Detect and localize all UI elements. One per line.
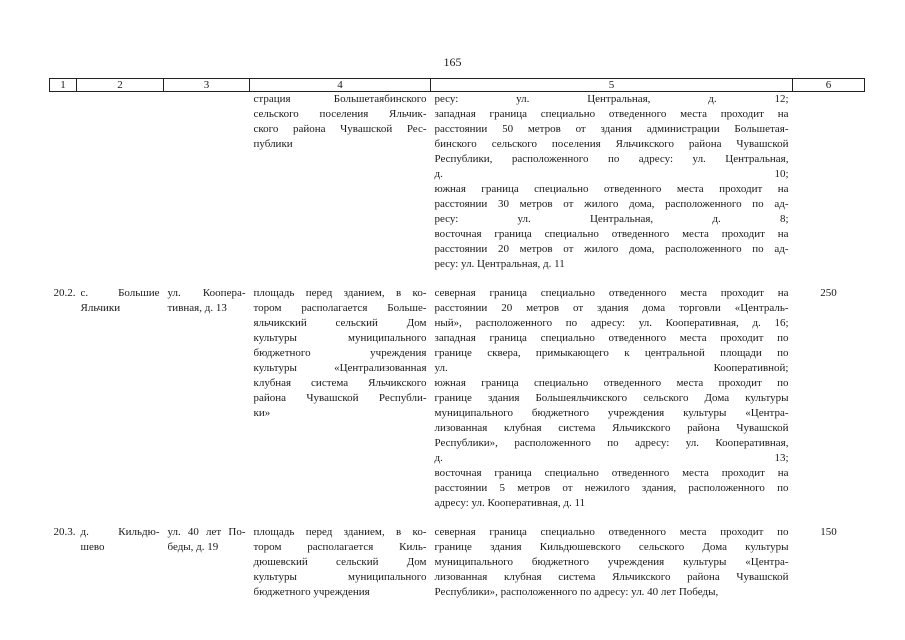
column-header-1: 1 <box>50 79 77 92</box>
boundaries-cell-line: д. 13; <box>434 452 789 464</box>
boundaries-cell-line: северная граница специально отведенного места проходит на <box>434 287 789 299</box>
boundaries-cell-line: южная граница специально отведенного места проходит по <box>434 377 789 389</box>
settlement-cell-line: д. Кильдю- <box>80 526 160 538</box>
capacity-cell: 150 <box>820 526 837 538</box>
boundaries-cell-line: ресу: ул. Центральная, д. 11 <box>434 258 565 270</box>
boundaries-cell-line: лизованная клубная система Яльчикского района Чувашской <box>434 422 789 434</box>
boundaries-cell-line: восточная граница специально отведенного места проходит на <box>434 467 789 479</box>
boundaries-cell-line: границе здания Большеяльчикского сельского Дома культуры <box>434 392 789 404</box>
object-cell-line: публики <box>253 138 293 150</box>
table-body <box>50 92 865 601</box>
object-cell-line: ского района Чувашской Рес- <box>253 123 427 135</box>
object-cell-line: культуры муниципального <box>253 571 427 583</box>
boundaries-cell-line: лизованная клубная система Яльчикского района Чувашской <box>434 571 789 583</box>
boundaries-cell-line: ул. Кооперативной; <box>434 362 789 374</box>
boundaries-cell-line: расстоянии 5 метров от нежилого здания, расположенного по <box>434 482 789 494</box>
boundaries-cell-line: Республики», расположенного по адресу: ул. Кооперативная, <box>434 437 789 449</box>
column-header-2: 2 <box>77 79 164 92</box>
row-spacer-cell <box>50 511 865 525</box>
table-row <box>50 286 865 511</box>
object-cell-line: страция Большетаябинского <box>253 93 427 105</box>
object-cell-line: площадь перед зданием, в ко- <box>253 526 427 538</box>
row-spacer-cell <box>50 272 865 286</box>
page-number: 165 <box>443 55 462 69</box>
boundaries-cell-line: муниципального бюджетного учреждения культуры «Центра- <box>434 407 789 419</box>
boundaries-cell-line: западная граница специально отведенного места проходит на <box>434 108 789 120</box>
boundaries-cell <box>431 525 793 600</box>
object-cell-line: ки» <box>253 407 271 419</box>
object-cell-line: культуры «Централизованная <box>253 362 427 374</box>
object-cell <box>250 92 431 273</box>
object-cell <box>250 286 431 511</box>
boundaries-cell-line: расстоянии 50 метров от здания администрации Большетая- <box>434 123 789 135</box>
object-cell-line: района Чувашской Республи- <box>253 392 427 404</box>
boundaries-cell-line: северная граница специально отведенного места проходит по <box>434 526 789 538</box>
places-table-container <box>49 78 864 600</box>
address-cell-line: беды, д. 19 <box>167 541 219 553</box>
table-row <box>50 525 865 600</box>
row-spacer <box>50 511 865 525</box>
boundaries-cell-line: Республики, расположенного по адресу: ул. Центральная, <box>434 153 789 165</box>
settlement-cell-line: с. Большие <box>80 287 160 299</box>
boundaries-cell-line: расстоянии 20 метров от здания дома торговли «Централь- <box>434 302 789 314</box>
address-cell <box>164 286 250 511</box>
settlement-cell <box>77 92 164 273</box>
table-row <box>50 92 865 273</box>
object-cell-line: культуры муниципального <box>253 332 427 344</box>
column-header-3: 3 <box>164 79 250 92</box>
capacity-cell <box>793 92 865 273</box>
boundaries-cell-line: границе здания Кильдюшевского сельского Дома культуры <box>434 541 789 553</box>
row-spacer <box>50 272 865 286</box>
boundaries-cell-line: Республики», расположенного по адресу: ул. 40 лет Победы, <box>434 586 719 598</box>
row-number: 20.2. <box>53 287 76 299</box>
column-header-4: 4 <box>250 79 431 92</box>
settlement-cell <box>77 525 164 600</box>
object-cell-line: бюджетного учреждения <box>253 347 427 359</box>
object-cell-line: дюшевский сельский Дом <box>253 556 427 568</box>
boundaries-cell-line: ресу: ул. Центральная, д. 8; <box>434 213 789 225</box>
boundaries-cell <box>431 286 793 511</box>
row-number <box>50 92 77 273</box>
object-cell-line: сельского поселения Яльчик- <box>253 108 427 120</box>
boundaries-cell-line: восточная граница специально отведенного места проходит на <box>434 228 789 240</box>
object-cell-line: бюджетного учреждения <box>253 586 370 598</box>
settlement-cell <box>77 286 164 511</box>
address-cell-line: ул. 40 лет По- <box>167 526 246 538</box>
places-table <box>49 78 865 600</box>
settlement-cell-line: шево <box>80 541 105 553</box>
boundaries-cell-line: расстоянии 30 метров от жилого дома, расположенного по ад- <box>434 198 789 210</box>
address-cell-line: тивная, д. 13 <box>167 302 227 314</box>
boundaries-cell-line: ресу: ул. Центральная, д. 12; <box>434 93 789 105</box>
object-cell-line: тором располагается Киль- <box>253 541 427 553</box>
boundaries-cell <box>431 92 793 273</box>
capacity-cell: 250 <box>820 287 837 299</box>
boundaries-cell-line: границе сквера, примыкающего к центральной площади по <box>434 347 789 359</box>
address-cell-line: ул. Коопера- <box>167 287 246 299</box>
boundaries-cell-line: ный», расположенного по адресу: ул. Кооперативная, д. 16; <box>434 317 789 329</box>
boundaries-cell-line: муниципального бюджетного учреждения культуры «Центра- <box>434 556 789 568</box>
object-cell-line: яльчикский сельский Дом <box>253 317 427 329</box>
boundaries-cell-line: южная граница специально отведенного места проходит на <box>434 183 789 195</box>
boundaries-cell-line: бинского сельского поселения Яльчикского района Чувашской <box>434 138 789 150</box>
boundaries-cell-line: западная граница специально отведенного места проходит по <box>434 332 789 344</box>
object-cell-line: клубная система Яльчикского <box>253 377 427 389</box>
object-cell-line: тором располагается Больше- <box>253 302 427 314</box>
table-header-row <box>50 79 865 92</box>
boundaries-cell-line: д. 10; <box>434 168 789 180</box>
column-header-6: 6 <box>793 79 865 92</box>
settlement-cell-line: Яльчики <box>80 302 121 314</box>
object-cell-line: площадь перед зданием, в ко- <box>253 287 427 299</box>
address-cell <box>164 92 250 273</box>
boundaries-cell-line: расстоянии 20 метров от жилого дома, расположенного по ад- <box>434 243 789 255</box>
object-cell <box>250 525 431 600</box>
address-cell <box>164 525 250 600</box>
boundaries-cell-line: адресу: ул. Кооперативная, д. 11 <box>434 497 586 509</box>
row-number: 20.3. <box>53 526 76 538</box>
column-header-5: 5 <box>431 79 793 92</box>
